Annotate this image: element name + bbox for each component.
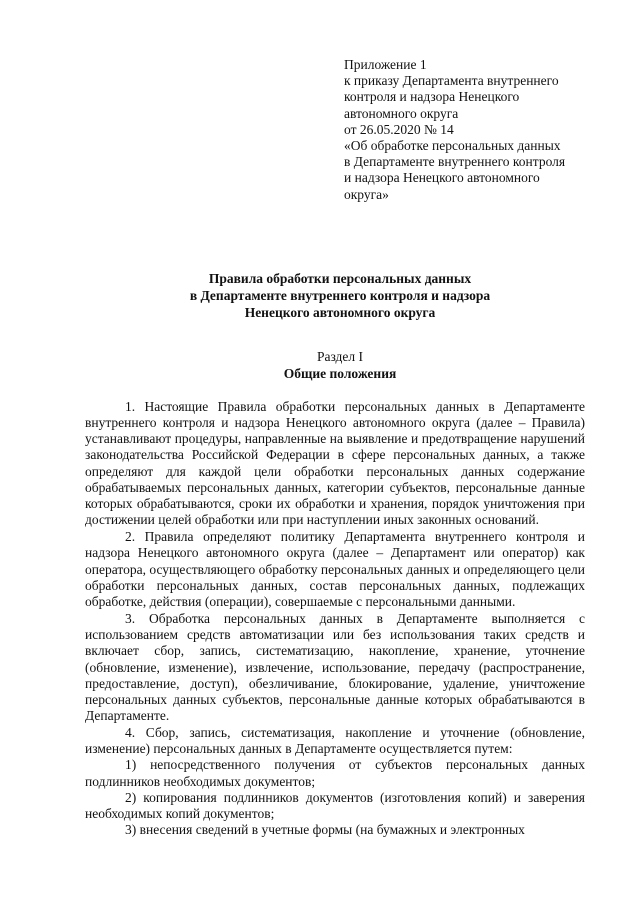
appendix-line: «Об обработке персональных данных [344,138,561,154]
paragraph-4: 4. Сбор, запись, систематизация, накопление и уточнение (обновление, изменение) персональных данных в Департаменте осуществляется путем: [85,725,585,757]
section-header [60,348,620,382]
document-title [60,270,620,321]
section-number: Раздел I [316,349,364,364]
title-line: в Департаменте внутреннего контроля и надзора [189,288,491,303]
appendix-line: в Департаменте внутреннего контроля [344,154,566,170]
appendix-line: округа» [344,186,389,202]
appendix-line: автономного округа [344,105,459,121]
list-item-3: 3) внесения сведений в учетные формы (на бумажных и электронных [125,822,525,838]
list-item-2: 2) копирования подлинников документов (изготовления копий) и заверения необходимых копий документов; [85,789,585,821]
title-line: Правила обработки персональных данных [208,271,472,286]
appendix-line: Приложение 1 [344,57,427,72]
paragraph-2: 2. Правила определяют политику Департамента внутреннего контроля и надзора Ненецкого автономного округа (далее – Департамент или оператор) как оператора, осуществляющего обработку персональных данных и определяющего цели обработки персональных данных, состав персональных данных, подлежащих обработке, действия (операции), совершаемые с персональными данными. [85,529,585,609]
appendix-line: к приказу Департамента внутреннего [344,73,559,89]
title-line: Ненецкого автономного округа [244,305,436,320]
appendix-line: и надзора Ненецкого автономного [344,170,540,186]
appendix-line: от 26.05.2020 № 14 [344,121,454,137]
section-heading: Общие положения [283,366,397,381]
list-item-1: 1) непосредственного получения от субъектов персональных данных подлинников необходимых документов; [85,757,585,789]
appendix-note [344,57,614,203]
appendix-line: контроля и надзора Ненецкого [344,89,520,105]
paragraph-1: 1. Настоящие Правила обработки персональных данных в Департаменте внутреннего контроля и надзора Ненецкого автономного округа (далее – Правила) устанавливают процедуры, направленные на выявление и предотвращение нарушений законодательства Российской Федерации в сфере персональных данных, а также определяют для каждой цели обработки персональных данных содержание обрабатываемых персональных данных, категории субъектов, персональные данные которых обрабатываются, сроки их обработки и хранения, порядок уничтожения при достижении целей обработки или при наступлении иных законных оснований. [85,399,585,528]
document-body [85,399,585,838]
paragraph-3: 3. Обработка персональных данных в Департаменте выполняется с использованием средств автоматизации или без использования таких средств и включает сбор, запись, систематизацию, накопление, хранение, уточнение (обновление, изменение), извлечение, использование, передачу (распространение, предоставление, доступ), обезличивание, блокирование, удаление, уничтожение персональных данных субъектов, персональные данные которых обрабатываются в Департаменте. [85,611,585,723]
